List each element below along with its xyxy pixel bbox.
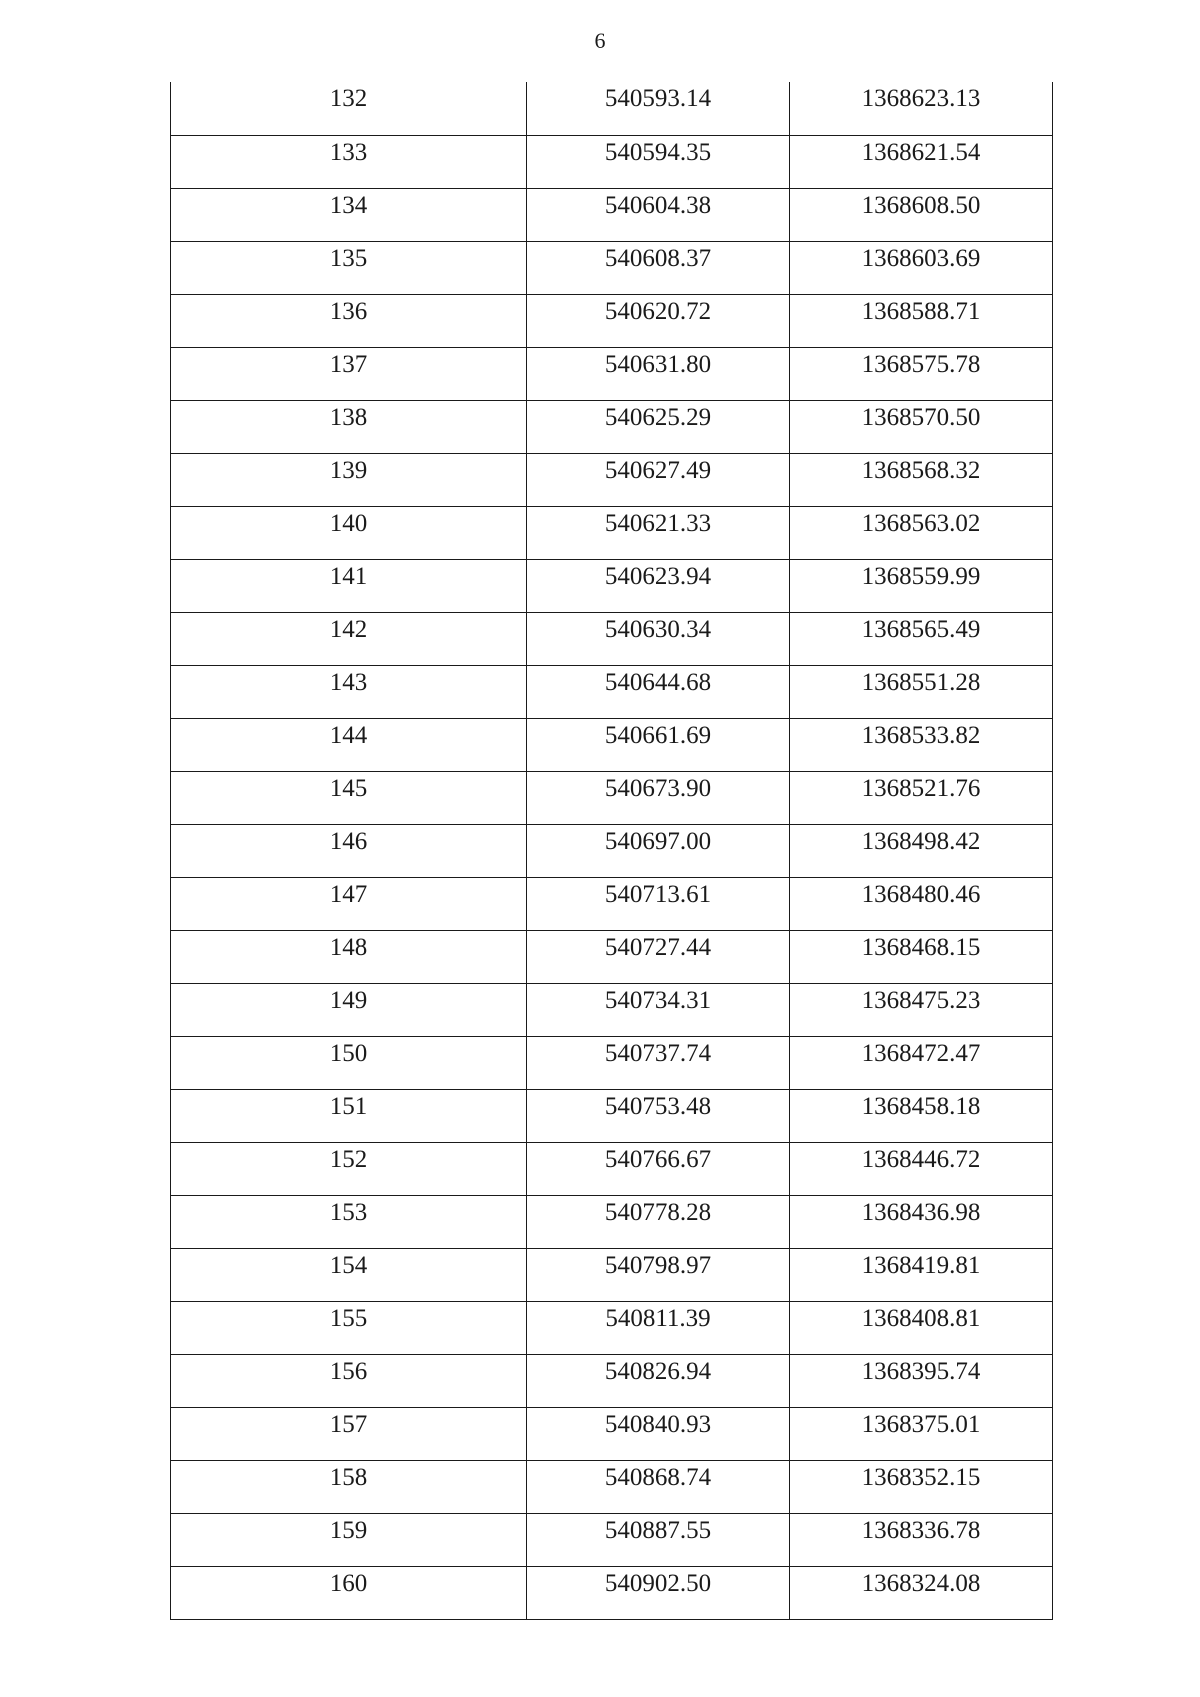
x-coordinate-cell: 540798.97 <box>527 1248 790 1301</box>
point-number-cell: 148 <box>171 930 527 983</box>
table-row <box>171 824 1053 877</box>
x-coordinate-cell: 540887.55 <box>527 1513 790 1566</box>
page-number: 6 <box>594 28 606 53</box>
x-coordinate-cell: 540630.34 <box>527 612 790 665</box>
y-coordinate-cell: 1368521.76 <box>790 771 1053 824</box>
y-coordinate-cell: 1368568.32 <box>790 453 1053 506</box>
point-number-cell: 135 <box>171 241 527 294</box>
point-number-cell: 145 <box>171 771 527 824</box>
point-number-cell: 138 <box>171 400 527 453</box>
table-row <box>171 1354 1053 1407</box>
table-row <box>171 930 1053 983</box>
table-row <box>171 771 1053 824</box>
table-row <box>171 718 1053 771</box>
table-row <box>171 983 1053 1036</box>
y-coordinate-cell: 1368468.15 <box>790 930 1053 983</box>
x-coordinate-cell: 540753.48 <box>527 1089 790 1142</box>
y-coordinate-cell: 1368575.78 <box>790 347 1053 400</box>
point-number-cell: 153 <box>171 1195 527 1248</box>
x-coordinate-cell: 540604.38 <box>527 188 790 241</box>
x-coordinate-cell: 540840.93 <box>527 1407 790 1460</box>
point-number-cell: 132 <box>171 82 527 135</box>
x-coordinate-cell: 540627.49 <box>527 453 790 506</box>
y-coordinate-cell: 1368608.50 <box>790 188 1053 241</box>
x-coordinate-cell: 540778.28 <box>527 1195 790 1248</box>
x-coordinate-cell: 540625.29 <box>527 400 790 453</box>
y-coordinate-cell: 1368588.71 <box>790 294 1053 347</box>
table-row <box>171 612 1053 665</box>
y-coordinate-cell: 1368533.82 <box>790 718 1053 771</box>
x-coordinate-cell: 540902.50 <box>527 1566 790 1619</box>
point-number-cell: 158 <box>171 1460 527 1513</box>
table-row <box>171 188 1053 241</box>
x-coordinate-cell: 540673.90 <box>527 771 790 824</box>
y-coordinate-cell: 1368436.98 <box>790 1195 1053 1248</box>
x-coordinate-cell: 540620.72 <box>527 294 790 347</box>
x-coordinate-cell: 540593.14 <box>527 82 790 135</box>
table-row <box>171 82 1053 135</box>
point-number-cell: 149 <box>171 983 527 1036</box>
table-row <box>171 506 1053 559</box>
table-row <box>171 135 1053 188</box>
point-number-cell: 154 <box>171 1248 527 1301</box>
x-coordinate-cell: 540631.80 <box>527 347 790 400</box>
y-coordinate-cell: 1368559.99 <box>790 559 1053 612</box>
point-number-cell: 157 <box>171 1407 527 1460</box>
coordinate-table-body <box>171 82 1053 1619</box>
point-number-cell: 159 <box>171 1513 527 1566</box>
point-number-cell: 139 <box>171 453 527 506</box>
y-coordinate-cell: 1368498.42 <box>790 824 1053 877</box>
table-row <box>171 1460 1053 1513</box>
y-coordinate-cell: 1368472.47 <box>790 1036 1053 1089</box>
y-coordinate-cell: 1368603.69 <box>790 241 1053 294</box>
table-row <box>171 877 1053 930</box>
point-number-cell: 156 <box>171 1354 527 1407</box>
table-row <box>171 294 1053 347</box>
x-coordinate-cell: 540713.61 <box>527 877 790 930</box>
point-number-cell: 140 <box>171 506 527 559</box>
point-number-cell: 133 <box>171 135 527 188</box>
point-number-cell: 151 <box>171 1089 527 1142</box>
x-coordinate-cell: 540766.67 <box>527 1142 790 1195</box>
table-row <box>171 400 1053 453</box>
x-coordinate-cell: 540697.00 <box>527 824 790 877</box>
y-coordinate-cell: 1368352.15 <box>790 1460 1053 1513</box>
point-number-cell: 147 <box>171 877 527 930</box>
y-coordinate-cell: 1368623.13 <box>790 82 1053 135</box>
table-row <box>171 559 1053 612</box>
coordinate-table <box>170 82 1053 1620</box>
point-number-cell: 143 <box>171 665 527 718</box>
x-coordinate-cell: 540644.68 <box>527 665 790 718</box>
table-row <box>171 1566 1053 1619</box>
x-coordinate-cell: 540737.74 <box>527 1036 790 1089</box>
table-row <box>171 1142 1053 1195</box>
x-coordinate-cell: 540734.31 <box>527 983 790 1036</box>
table-row <box>171 1407 1053 1460</box>
table-row <box>171 1089 1053 1142</box>
y-coordinate-cell: 1368408.81 <box>790 1301 1053 1354</box>
table-row <box>171 347 1053 400</box>
y-coordinate-cell: 1368446.72 <box>790 1142 1053 1195</box>
point-number-cell: 146 <box>171 824 527 877</box>
x-coordinate-cell: 540727.44 <box>527 930 790 983</box>
y-coordinate-cell: 1368395.74 <box>790 1354 1053 1407</box>
y-coordinate-cell: 1368563.02 <box>790 506 1053 559</box>
point-number-cell: 137 <box>171 347 527 400</box>
y-coordinate-cell: 1368324.08 <box>790 1566 1053 1619</box>
y-coordinate-cell: 1368621.54 <box>790 135 1053 188</box>
point-number-cell: 144 <box>171 718 527 771</box>
point-number-cell: 142 <box>171 612 527 665</box>
y-coordinate-cell: 1368336.78 <box>790 1513 1053 1566</box>
table-row <box>171 453 1053 506</box>
x-coordinate-cell: 540868.74 <box>527 1460 790 1513</box>
y-coordinate-cell: 1368565.49 <box>790 612 1053 665</box>
table-row <box>171 1036 1053 1089</box>
x-coordinate-cell: 540623.94 <box>527 559 790 612</box>
y-coordinate-cell: 1368551.28 <box>790 665 1053 718</box>
y-coordinate-cell: 1368458.18 <box>790 1089 1053 1142</box>
table-row <box>171 1301 1053 1354</box>
point-number-cell: 160 <box>171 1566 527 1619</box>
point-number-cell: 134 <box>171 188 527 241</box>
point-number-cell: 136 <box>171 294 527 347</box>
y-coordinate-cell: 1368480.46 <box>790 877 1053 930</box>
table-row <box>171 665 1053 718</box>
x-coordinate-cell: 540608.37 <box>527 241 790 294</box>
y-coordinate-cell: 1368570.50 <box>790 400 1053 453</box>
table-row <box>171 1195 1053 1248</box>
point-number-cell: 150 <box>171 1036 527 1089</box>
table-row <box>171 1513 1053 1566</box>
y-coordinate-cell: 1368375.01 <box>790 1407 1053 1460</box>
y-coordinate-cell: 1368475.23 <box>790 983 1053 1036</box>
x-coordinate-cell: 540826.94 <box>527 1354 790 1407</box>
x-coordinate-cell: 540594.35 <box>527 135 790 188</box>
point-number-cell: 141 <box>171 559 527 612</box>
x-coordinate-cell: 540621.33 <box>527 506 790 559</box>
x-coordinate-cell: 540811.39 <box>527 1301 790 1354</box>
x-coordinate-cell: 540661.69 <box>527 718 790 771</box>
y-coordinate-cell: 1368419.81 <box>790 1248 1053 1301</box>
table-row <box>171 1248 1053 1301</box>
table-row <box>171 241 1053 294</box>
point-number-cell: 152 <box>171 1142 527 1195</box>
point-number-cell: 155 <box>171 1301 527 1354</box>
